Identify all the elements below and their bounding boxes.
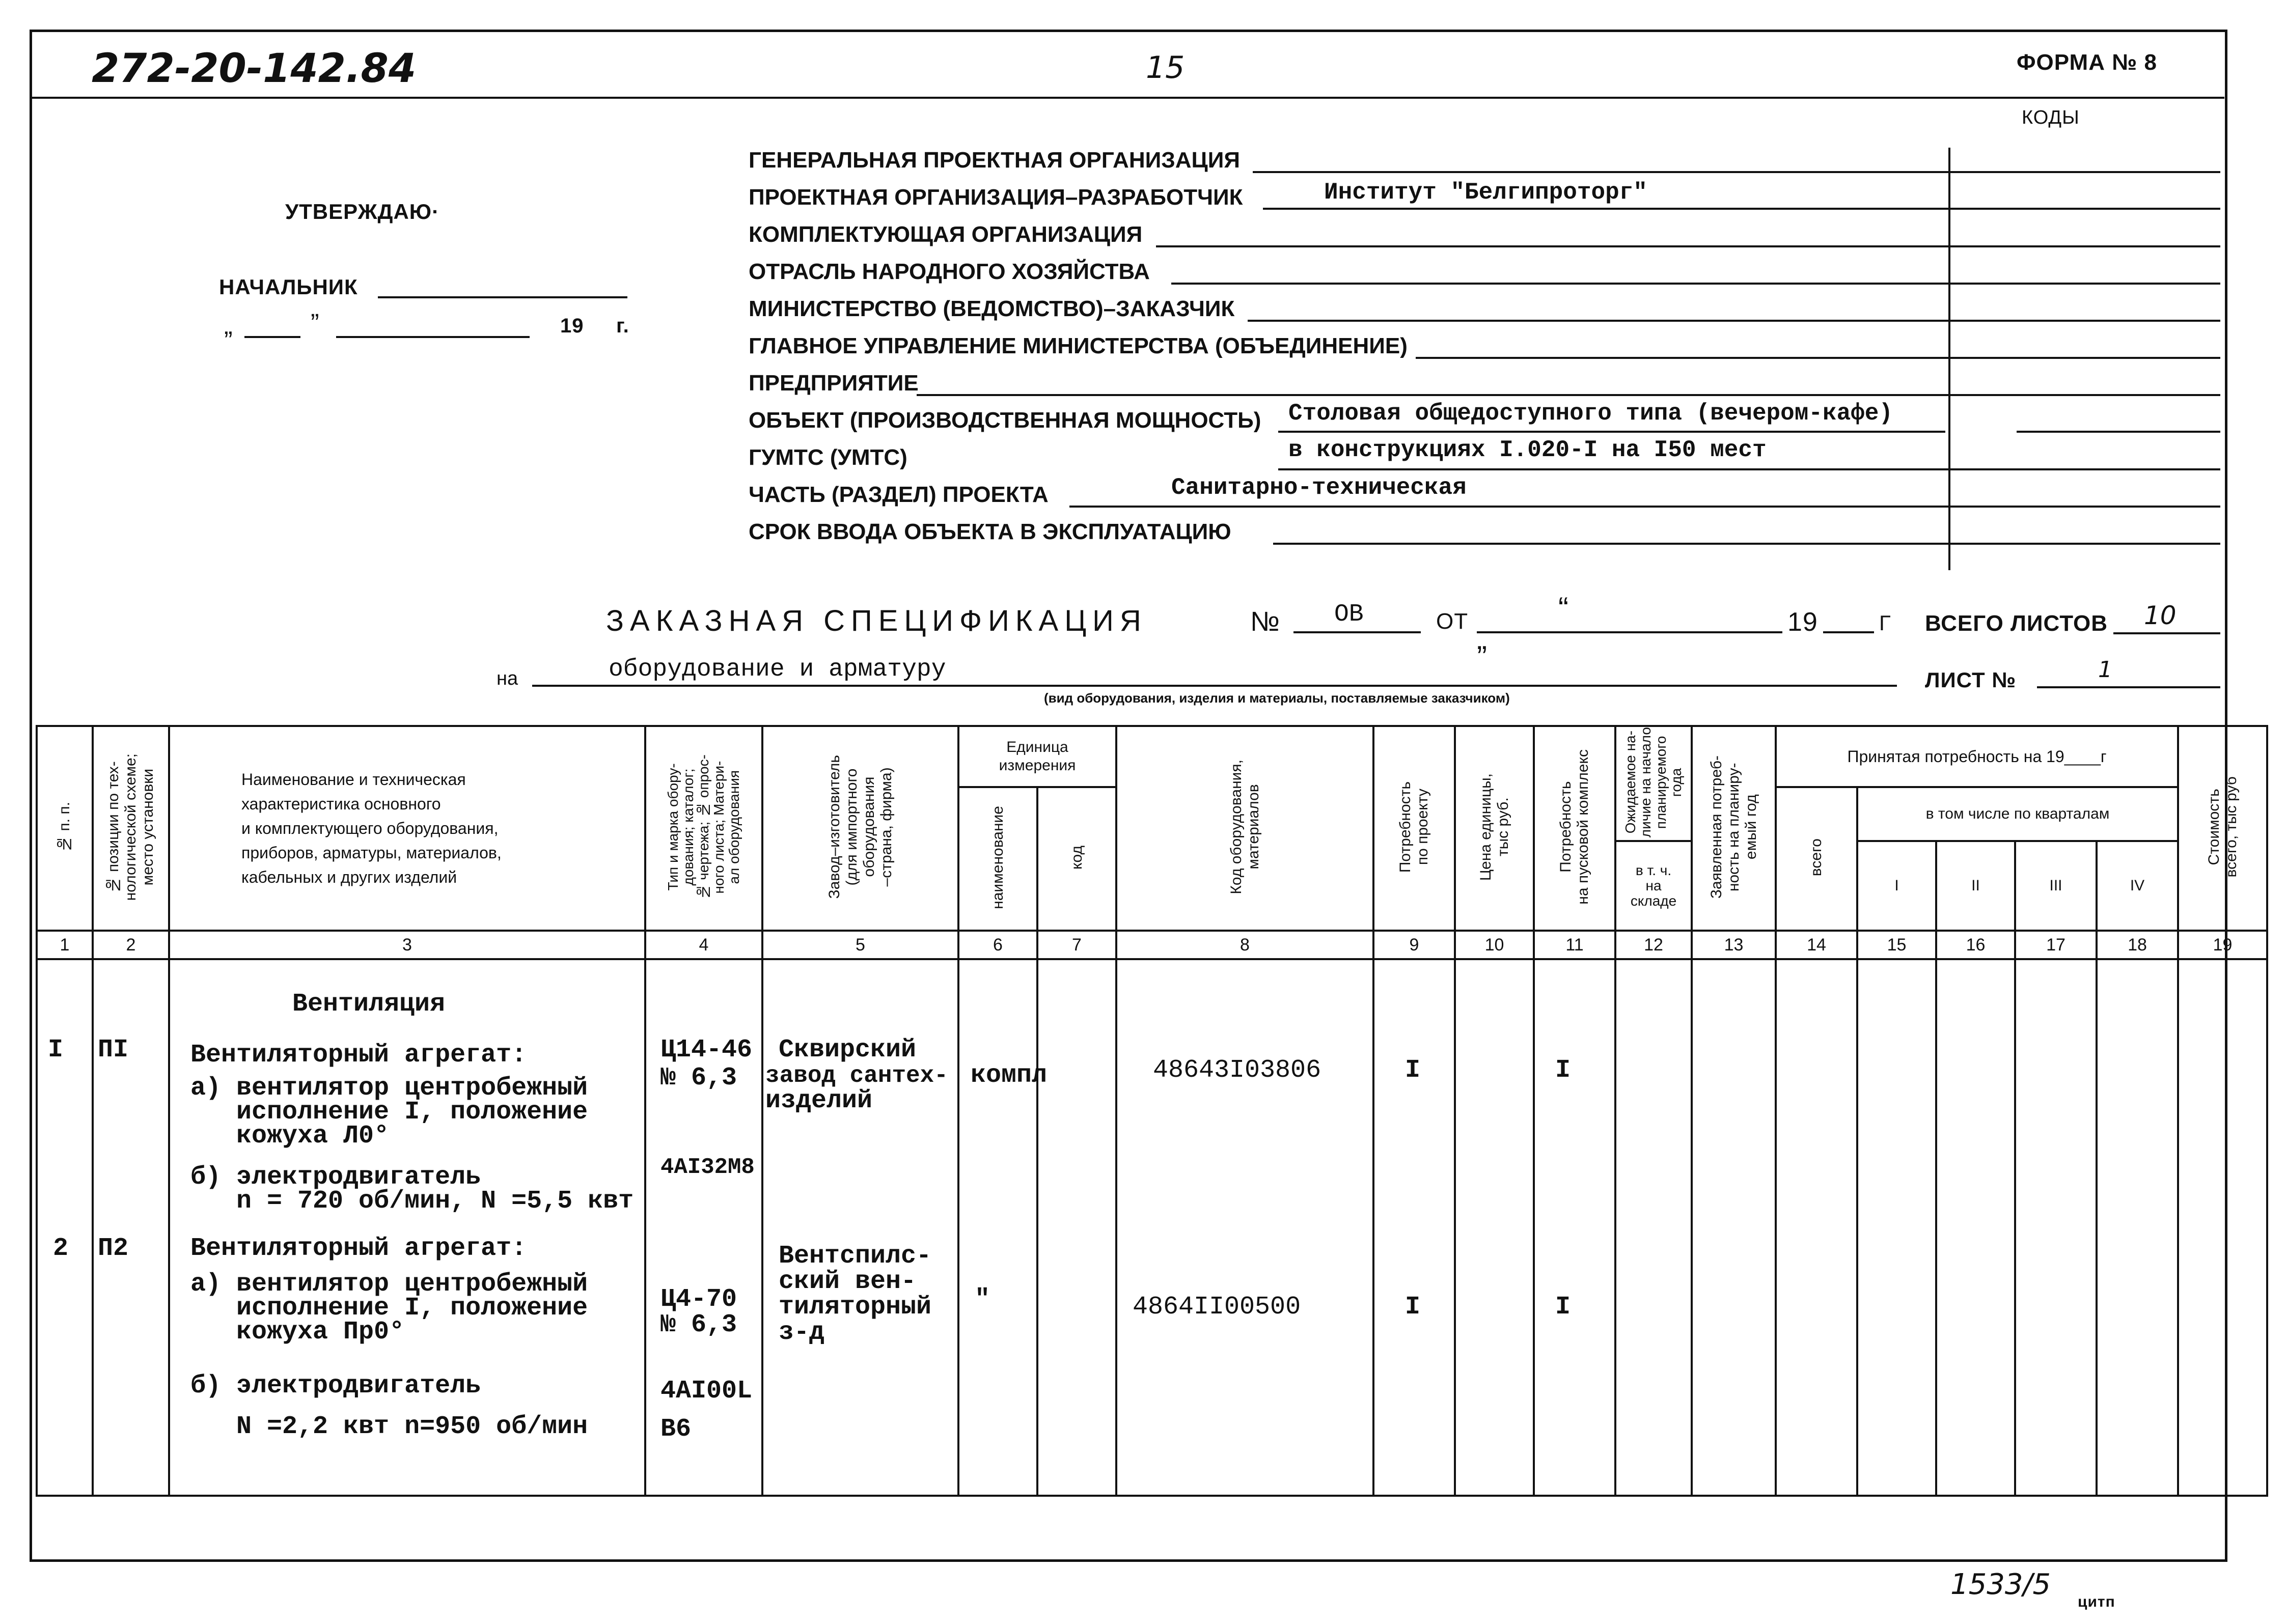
header-col-14: всего [1776, 787, 1857, 931]
field-label-gen-org: ГЕНЕРАЛЬНАЯ ПРОЕКТНАЯ ОРГАНИЗАЦИЯ [749, 148, 1240, 173]
total-sheets-value: 10 [2144, 601, 2177, 630]
header-unit: Единица измерения [958, 726, 1116, 787]
date-year-suffix: г. [616, 315, 629, 337]
field-line-ministry [1248, 320, 2220, 322]
field-line-supply-org [1156, 245, 2220, 247]
row1-type-2: № 6,3 [660, 1063, 737, 1093]
spec-from-line [1477, 631, 1782, 633]
col-num: 4 [645, 931, 762, 959]
body-col-12 [1615, 959, 1692, 1496]
row1-maker-3: изделий [765, 1086, 873, 1116]
chief-label: НАЧАЛЬНИК [219, 275, 358, 299]
row2-need: I [1405, 1293, 1421, 1322]
field-line-object [1278, 431, 1945, 433]
row1-name-3: исполнение I, положение [190, 1098, 588, 1127]
row2-name-4: кожуха Пр0° [190, 1318, 405, 1347]
field-line-gumts [1278, 468, 2220, 470]
body-col-3 [169, 959, 645, 1496]
body-col-19 [2178, 959, 2267, 1496]
spec-on-line [532, 685, 1897, 687]
col-num: 10 [1455, 931, 1534, 959]
spec-year-line [1823, 631, 1874, 633]
row1-name-5: б) электродвигатель [190, 1163, 481, 1192]
spec-from-quote-close: „ [1477, 622, 1487, 656]
field-label-gumts: ГУМТС (УМТС) [749, 445, 907, 470]
row2-code: 4864II00500 [1133, 1293, 1301, 1322]
field-value-project-org: Институт "Белгипроторг" [1324, 179, 1647, 206]
spec-from-label: ОТ [1436, 609, 1469, 634]
field-label-supply-org: КОМПЛЕКТУЮЩАЯ ОРГАНИЗАЦИЯ [749, 222, 1143, 247]
field-line-project-org [1263, 208, 2220, 210]
col-num: 14 [1776, 931, 1857, 959]
header-col-13: Заявленная потреб- ность на планиру- емый год [1692, 726, 1776, 931]
spec-on-label: на [497, 668, 518, 689]
field-code-line-object [2017, 431, 2220, 433]
top-divider [30, 97, 2224, 99]
row1-name-1: Вентиляторный агрегат: [190, 1041, 527, 1070]
header-accepted-need: Принятая потребность на 19____г [1776, 726, 2178, 787]
header-col-8: Код оборудования, материалов [1116, 726, 1373, 931]
header-col-17: III [2015, 841, 2097, 931]
col-num: 3 [169, 931, 645, 959]
header-col-5: Завод–изготовитель (для импортного оборудования –страна, фирма) [762, 726, 958, 931]
col-num: 19 [2178, 931, 2267, 959]
header-col-10: Цена единицы, тыс руб. [1455, 726, 1534, 931]
approve-title: УТВЕРЖДАЮ· [285, 200, 440, 223]
row2-maker-3: тиляторный [779, 1293, 932, 1322]
field-label-object: ОБЪЕКТ (ПРОИЗВОДСТВЕННАЯ МОЩНОСТЬ) [749, 408, 1261, 433]
row2-unit: " [975, 1285, 990, 1314]
spec-year-prefix: 19 [1787, 607, 1818, 637]
row1-type-1: Ц14-46 [660, 1035, 753, 1065]
field-line-industry [1171, 283, 2220, 285]
row2-type-1: Ц4-70 [660, 1285, 737, 1314]
spec-year-suffix: Г [1879, 611, 1891, 635]
field-label-part: ЧАСТЬ (РАЗДЕЛ) ПРОЕКТА [749, 482, 1049, 507]
field-label-deadline: СРОК ВВОДА ОБЪЕКТА В ЭКСПЛУАТАЦИЮ [749, 519, 1231, 544]
table-body [37, 959, 2267, 1496]
row2-maker-1: Вентспилс- [779, 1242, 932, 1271]
col-num: 1 [37, 931, 93, 959]
col-num: 5 [762, 931, 958, 959]
spec-no-line [1293, 631, 1421, 633]
total-sheets-label: ВСЕГО ЛИСТОВ [1925, 611, 2108, 636]
header-col-1: № п. п. [37, 726, 93, 931]
row1-name-4: кожуха Л0° [190, 1122, 390, 1151]
date-year-prefix: 19 [560, 315, 584, 337]
row2-name-2: а) вентилятор центробежный [190, 1270, 588, 1299]
col-num: 7 [1037, 931, 1116, 959]
header-col-7: код [1037, 787, 1116, 931]
date-quote-open: „ [224, 311, 233, 340]
body-col-10 [1455, 959, 1534, 1496]
footer-note: 1533/5 [1950, 1568, 2051, 1601]
total-sheets-line [2113, 632, 2220, 634]
date-quote-close: ” [311, 309, 319, 337]
body-col-13 [1692, 959, 1776, 1496]
body-col-9 [1373, 959, 1455, 1496]
form-label: ФОРМА № 8 [2017, 50, 2157, 75]
header-col-2: № позиции по тех- нологической схеме; место установки [93, 726, 169, 931]
sheet-value: 1 [2098, 657, 2112, 683]
row2-n: 2 [53, 1234, 69, 1264]
row2-name-1: Вентиляторный агрегат: [190, 1234, 527, 1264]
header-col-9: Потребность по проекту [1373, 726, 1455, 931]
header-col-4: Тип и марка обору- дования; каталог; № чертежа; № опрос- ного листа; Матери- ал оборудования [645, 726, 762, 931]
col-num: 12 [1615, 931, 1692, 959]
spec-hint: (вид оборудования, изделия и материалы, поставляемые заказчиком) [1044, 690, 1510, 706]
date-month-line [336, 336, 530, 338]
field-line-enterprise [917, 394, 2220, 396]
field-value-gumts: в конструкциях I.020-I на I50 мест [1288, 437, 1767, 463]
col-num: 15 [1857, 931, 1936, 959]
body-col-1 [37, 959, 93, 1496]
col-num: 9 [1373, 931, 1455, 959]
body-col-6 [958, 959, 1048, 1496]
sheet-label: ЛИСТ № [1925, 668, 2017, 692]
row1-name-6: n = 720 об/мин, N =5,5 квт [190, 1187, 634, 1216]
body-col-17 [2015, 959, 2097, 1496]
field-label-project-org: ПРОЕКТНАЯ ОРГАНИЗАЦИЯ–РАЗРАБОТЧИК [749, 185, 1243, 210]
row2-name-6: N =2,2 квт n=950 об/мин [190, 1412, 588, 1442]
col-num: 6 [958, 931, 1037, 959]
row2-name-5: б) электродвигатель [190, 1371, 481, 1401]
body-col-18 [2097, 959, 2178, 1496]
body-col-16 [1936, 959, 2015, 1496]
doc-number: 272-20-142.84 [92, 46, 417, 92]
field-line-main-dept [1416, 357, 2220, 359]
codes-label: КОДЫ [2022, 107, 2080, 128]
header-col-12-stock: в т. ч. на складе [1615, 841, 1692, 931]
header-col-16: II [1936, 841, 2015, 931]
body-col-4 [645, 959, 762, 1496]
header-col-12: Ожидаемое на- личие на начало планируемого года [1615, 726, 1692, 841]
body-col-7 [1037, 959, 1116, 1496]
field-value-part: Санитарно-техническая [1171, 474, 1467, 501]
field-line-gen-org [1253, 171, 2220, 173]
row1-n: I [48, 1035, 64, 1065]
row1-maker-2: завод сантех- [765, 1062, 948, 1089]
sheet-line [2037, 686, 2220, 688]
specification-table [36, 725, 2268, 1497]
header-col-3: Наименование и техническая характеристика основного и комплектующего оборудования, приборов, арматуры, материалов, кабельных и других изделий [169, 726, 645, 931]
header-quarters: в том числе по кварталам [1857, 787, 2178, 841]
header-col-19: Стоимость всего, тыс руб [2178, 726, 2267, 931]
body-col-2 [93, 959, 169, 1496]
col-num: 11 [1534, 931, 1615, 959]
field-line-part [1069, 506, 2220, 508]
spec-on-value: оборудование и арматуру [609, 656, 946, 683]
field-label-main-dept: ГЛАВНОЕ УПРАВЛЕНИЕ МИНИСТЕРСТВА (ОБЪЕДИНЕНИЕ) [749, 333, 1408, 358]
col-num: 17 [2015, 931, 2097, 959]
row2-type-4: В6 [660, 1415, 692, 1444]
footer-org: цитп [2078, 1593, 2115, 1610]
spec-title: ЗАКАЗНАЯ СПЕЦИФИКАЦИЯ [606, 604, 1147, 637]
row2-maker-4: з-д [779, 1318, 825, 1348]
body-col-15 [1857, 959, 1936, 1496]
row1-pos: ПI [98, 1035, 129, 1065]
row1-name-2: а) вентилятор центробежный [190, 1074, 588, 1103]
section-title: Вентиляция [292, 990, 446, 1019]
row1-code: 48643I03806 [1153, 1056, 1321, 1085]
body-col-5 [762, 959, 958, 1496]
col-num: 8 [1116, 931, 1373, 959]
row2-type-3: 4АI00L [660, 1377, 753, 1406]
header-col-11: Потребность на пусковой комплекс [1534, 726, 1615, 931]
spec-no-value: ОВ [1334, 601, 1364, 628]
col-num: 16 [1936, 931, 2015, 959]
col-num: 2 [93, 931, 169, 959]
column-number-row [37, 931, 2267, 959]
header-col-6: наименование [958, 787, 1037, 931]
field-line-deadline [1273, 543, 2220, 545]
header-col-18: IV [2097, 841, 2178, 931]
header-col-15: I [1857, 841, 1936, 931]
body-col-11 [1534, 959, 1615, 1496]
row2-name-3: исполнение I, положение [190, 1294, 588, 1323]
field-value-object: Столовая общедоступного типа (вечером-кафе) [1288, 400, 1893, 427]
field-label-ministry: МИНИСТЕРСТВО (ВЕДОМСТВО)–ЗАКАЗЧИК [749, 296, 1235, 321]
chief-signature-line [378, 296, 627, 298]
spec-no-label: № [1250, 606, 1280, 637]
row1-unit: компл [971, 1061, 1048, 1090]
field-label-industry: ОТРАСЛЬ НАРОДНОГО ХОЗЯЙСТВА [749, 259, 1150, 284]
row2-pos: П2 [98, 1234, 129, 1264]
row1-launch: I [1555, 1056, 1571, 1085]
col-num: 13 [1692, 931, 1776, 959]
body-col-14 [1776, 959, 1857, 1496]
row1-need: I [1405, 1056, 1421, 1085]
col-num: 18 [2097, 931, 2178, 959]
codes-column-divider [1948, 148, 1950, 570]
field-label-enterprise: ПРЕДПРИЯТИЕ [749, 371, 919, 396]
spec-from-quote-open: “ [1558, 591, 1568, 625]
body-col-8 [1116, 959, 1373, 1496]
page-number: 15 [1146, 50, 1185, 86]
row1-maker-1: Сквирский [779, 1035, 917, 1065]
row2-type-2: № 6,3 [660, 1310, 737, 1340]
row1-type-3: 4АI32М8 [660, 1155, 755, 1181]
row2-maker-2: ский вен- [779, 1267, 917, 1297]
row2-launch: I [1555, 1293, 1571, 1322]
date-day-line [244, 336, 300, 338]
